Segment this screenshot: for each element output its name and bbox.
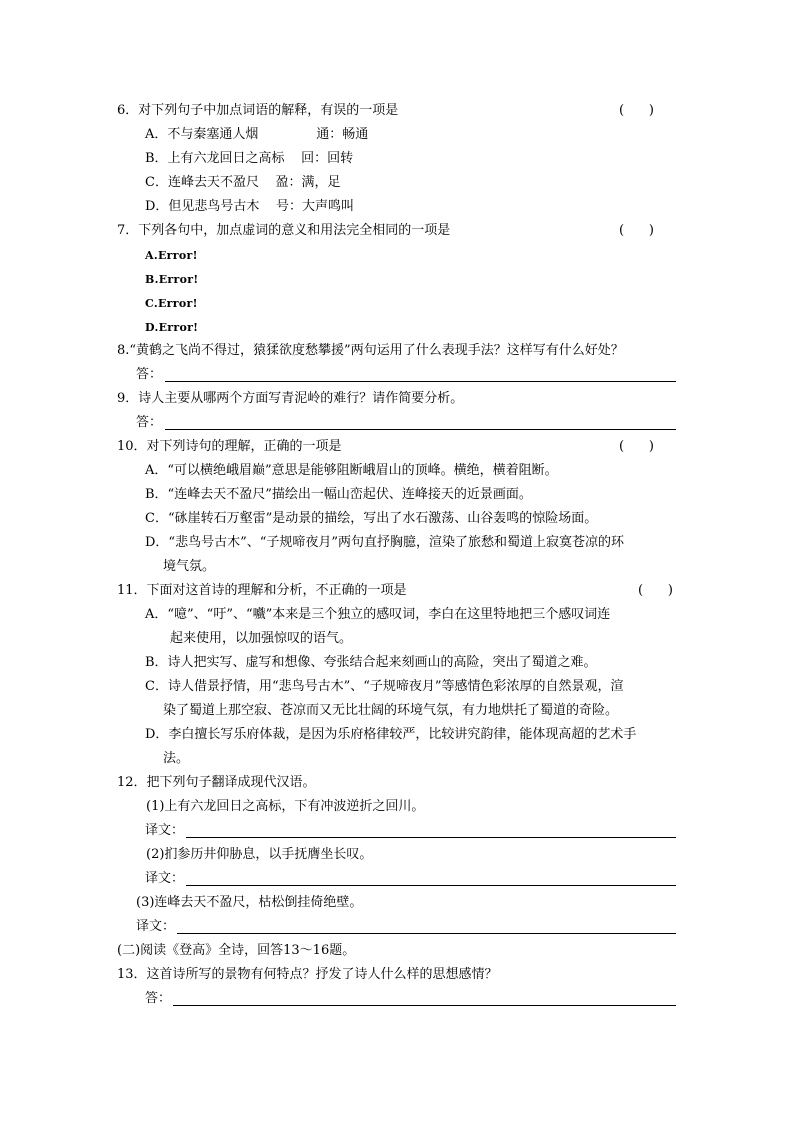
q11-option-d: D．李白擅长写乐府体裁，是因为乐府格律较严，比较讲究韵律，能体现高超的艺术手: [145, 727, 637, 742]
q11-option-b: B．诗人把实写、虚写和想像、夸张结合起来刻画山的高险，突出了蜀道之难。: [145, 655, 597, 670]
q10-option-d: D．“悲鸟号古木”、“子规啼夜月”两句直抒胸臆，渲染了旅愁和蜀道上寂寞苍凉的环: [145, 535, 625, 550]
q13-answer-label: 答：: [145, 991, 172, 1006]
q10-option-d-continued: 境气氛。: [163, 559, 216, 574]
q8-answer-label: 答：: [136, 367, 163, 382]
q11-option-c-continued: 染了蜀道上那空寂、苍凉而又无比壮阔的环境气氛，有力地烘托了蜀道的奇险。: [163, 703, 619, 718]
q11-option-c: C．诗人借景抒情，用“悲鸟号古木”、“子规啼夜月”等感情色彩浓厚的自然景观，渲: [145, 679, 624, 694]
q9-answer-line[interactable]: [165, 429, 676, 430]
q12-item-2: (2)扪参历井仰胁息，以手抚膺坐长叹。: [146, 847, 373, 862]
q11-option-d-continued: 法。: [163, 751, 190, 766]
q12-translation-line-1[interactable]: [186, 837, 676, 838]
q6-option-b: B．上有六龙回日之高标 回：回转: [145, 151, 354, 166]
q10-option-a: A．“可以横绝峨眉巅”意思是能够阻断峨眉山的顶峰。横绝，横着阻断。: [145, 463, 558, 478]
q12-item-3: (3)连峰去天不盈尺，枯松倒挂倚绝壁。: [136, 895, 363, 910]
q8-answer-line[interactable]: [165, 381, 676, 382]
q7-option-c: C.Error!: [145, 297, 198, 310]
q12-translation-label-2: 译文：: [145, 871, 185, 886]
q9-answer-label: 答：: [136, 415, 163, 430]
q11-option-a: A．“噫”、“吁”、“嚱”本来是三个独立的感叹词，李白在这里特地把三个感叹词连: [145, 607, 611, 622]
q12-stem: 12．把下列句子翻译成现代汉语。: [117, 775, 316, 790]
q10-option-c: C．“砯崖转石万壑雷”是动景的描绘，写出了水石激荡、山谷轰鸣的惊险场面。: [145, 511, 598, 526]
q7-answer-paren: ( ): [619, 223, 654, 238]
q7-stem: 7．下列各句中，加点虚词的意义和用法完全相同的一项是: [117, 223, 451, 238]
q13-answer-line[interactable]: [173, 1005, 676, 1006]
q7-option-b: B.Error!: [145, 273, 199, 286]
section-2-heading: (二)阅读《登高》全诗，回答13～16题。: [117, 943, 356, 958]
q7-option-d: D.Error!: [145, 321, 199, 334]
q11-answer-paren: ( ): [638, 583, 673, 598]
q11-option-a-continued: 起来使用，以加强惊叹的语气。: [170, 631, 353, 646]
q10-stem: 10．对下列诗句的理解，正确的一项是: [117, 439, 342, 454]
q7-option-a: A.Error!: [145, 249, 198, 262]
q6-answer-paren: ( ): [619, 103, 654, 118]
q13-stem: 13．这首诗所写的景物有何特点？抒发了诗人什么样的思想感情？: [117, 967, 498, 982]
q12-translation-line-2[interactable]: [186, 885, 676, 886]
q11-stem: 11．下面对这首诗的理解和分析，不正确的一项是: [117, 583, 407, 598]
q6-option-d: D．但见悲鸟号古木 号：大声鸣叫: [145, 199, 354, 214]
q10-answer-paren: ( ): [619, 439, 654, 454]
q9-stem: 9．诗人主要从哪两个方面写青泥岭的难行？请作简要分析。: [117, 391, 464, 406]
q12-translation-line-3[interactable]: [177, 933, 676, 934]
q6-option-c: C．连峰去天不盈尺 盈：满，足: [145, 175, 341, 190]
q10-option-b: B．“连峰去天不盈尺”描绘出一幅山峦起伏、连峰接天的近景画面。: [145, 487, 532, 502]
q12-translation-label-1: 译文：: [145, 823, 185, 838]
q6-stem: 6．对下列句子中加点词语的解释，有误的一项是: [117, 103, 399, 118]
q8-stem: 8.“黄鹤之飞尚不得过，猿猱欲度愁攀援”两句运用了什么表现手法？这样写有什么好处？: [117, 343, 624, 358]
q12-item-1: (1)上有六龙回日之高标，下有冲波逆折之回川。: [146, 799, 425, 814]
q6-option-a: A．不与秦塞通人烟 通：畅通: [145, 127, 369, 142]
q12-translation-label-3: 译文：: [136, 919, 176, 934]
